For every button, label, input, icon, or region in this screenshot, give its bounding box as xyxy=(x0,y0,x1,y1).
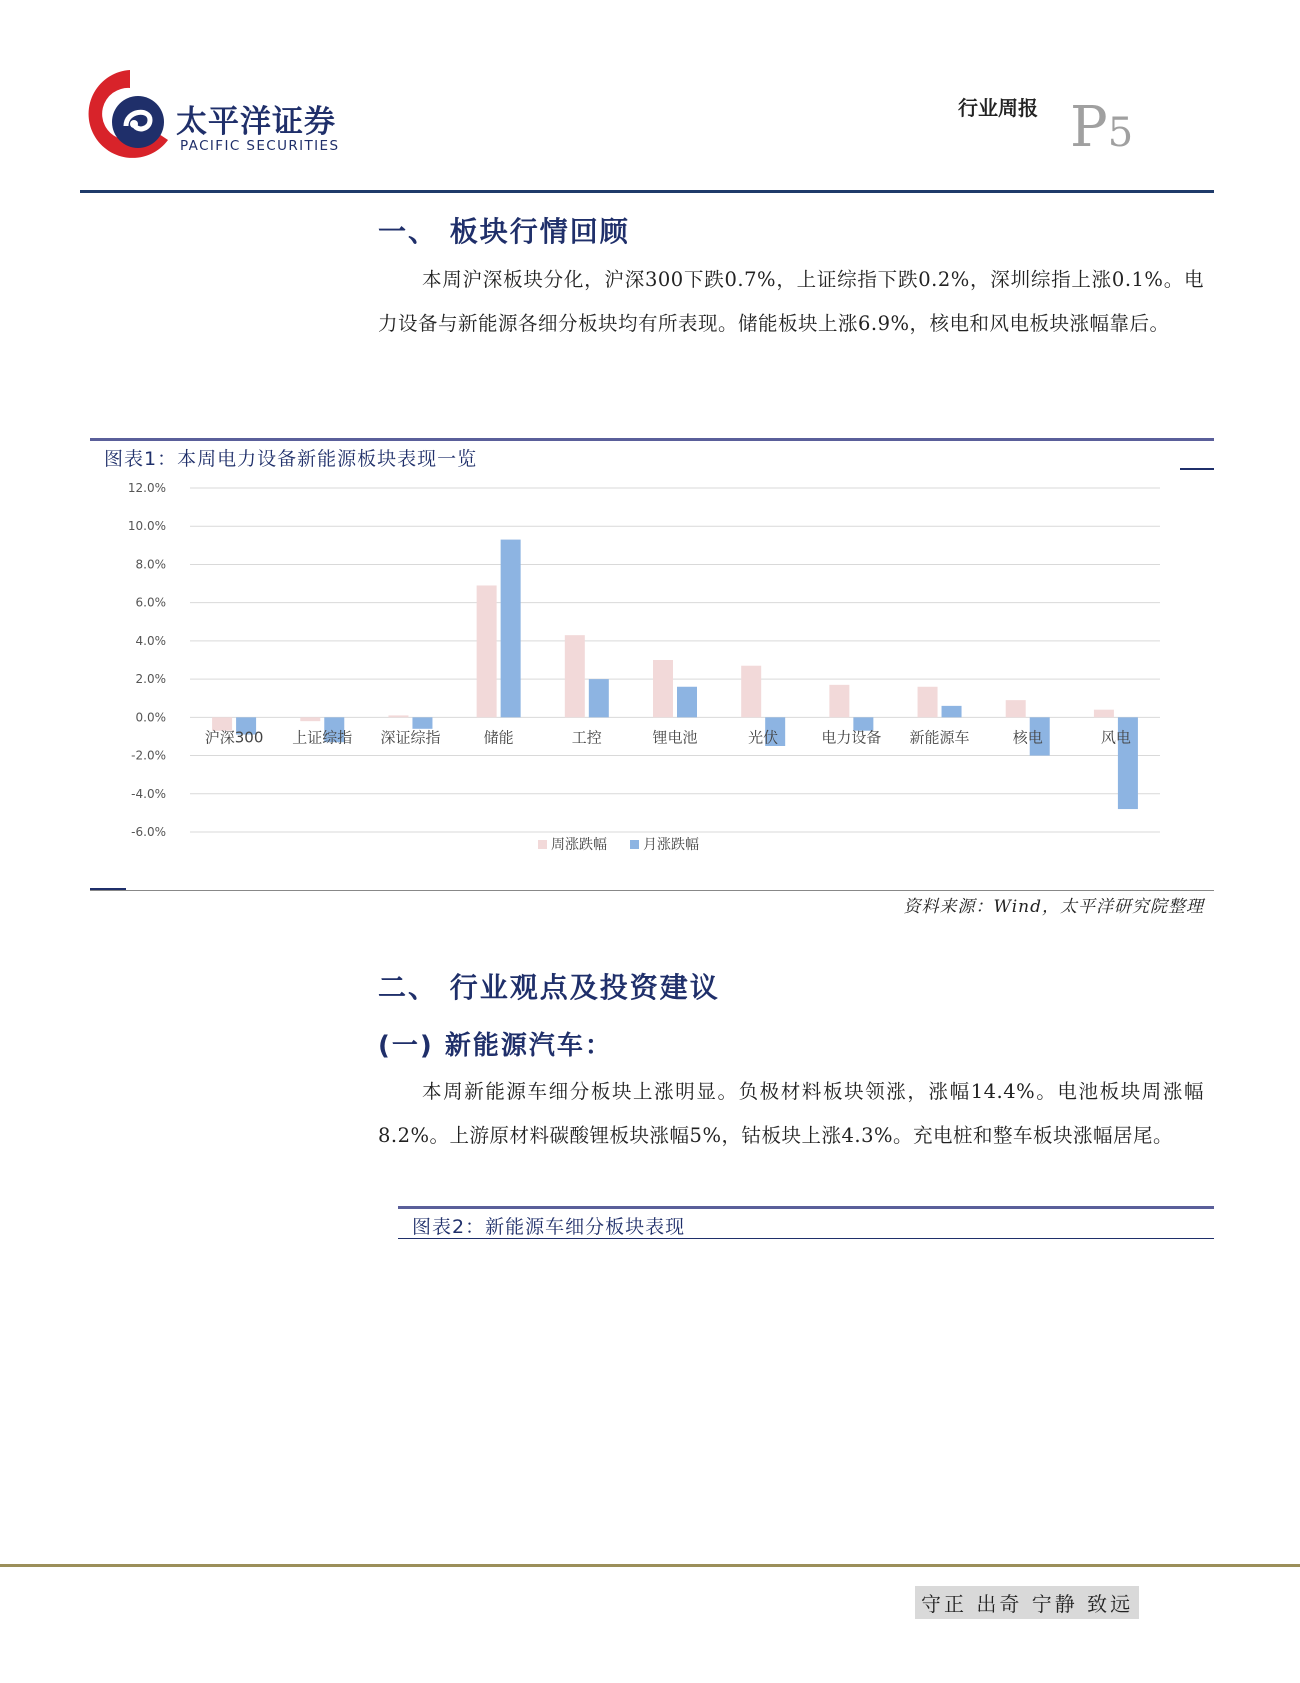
figure1-caption: 图表1：本周电力设备新能源板块表现一览 xyxy=(104,448,478,470)
x-category-label: 上证综指 xyxy=(292,728,353,747)
pacific-securities-logo-icon xyxy=(88,66,172,166)
x-category-label: 储能 xyxy=(483,728,514,747)
figure2-caption-rule xyxy=(398,1238,1214,1239)
bar-weekly xyxy=(741,666,761,718)
figure1-bottom-line xyxy=(90,890,1214,891)
bar-weekly xyxy=(477,585,497,717)
figure2-caption: 图表2：新能源车细分板块表现 xyxy=(412,1216,686,1238)
figure2-top-rule xyxy=(398,1206,1214,1209)
legend-label: 周涨跌幅 xyxy=(551,837,607,853)
x-category-label: 沪深300 xyxy=(204,728,264,747)
legend-swatch xyxy=(630,840,639,849)
header-divider xyxy=(80,190,1214,193)
x-category-label: 风电 xyxy=(1100,728,1131,747)
y-tick-label: -6.0% xyxy=(131,825,166,839)
bar-monthly xyxy=(942,706,962,717)
bar-weekly xyxy=(565,635,585,717)
company-name-en: PACIFIC SECURITIES xyxy=(180,138,340,154)
section2-title: 二、 行业观点及投资建议 xyxy=(378,971,720,1004)
x-category-label: 锂电池 xyxy=(652,728,698,747)
bar-monthly xyxy=(412,717,432,728)
x-category-label: 新能源车 xyxy=(909,728,970,747)
company-logo xyxy=(88,66,348,176)
bar-weekly xyxy=(918,687,938,718)
y-tick-label: 0.0% xyxy=(135,710,166,725)
figure1-source: 资料来源：Wind，太平洋研究院整理 xyxy=(903,897,1204,917)
y-tick-label: 10.0% xyxy=(127,519,166,534)
y-tick-label: -2.0% xyxy=(131,748,166,763)
legend-swatch xyxy=(538,840,547,849)
section1-title: 一、 板块行情回顾 xyxy=(378,215,630,248)
bar-monthly xyxy=(677,687,697,718)
x-category-label: 电力设备 xyxy=(821,728,882,747)
y-tick-label: 12.0% xyxy=(127,481,166,495)
bar-monthly xyxy=(501,540,521,718)
page-prefix: P xyxy=(1070,95,1108,160)
bar-weekly xyxy=(653,660,673,717)
bar-weekly xyxy=(388,715,408,717)
y-tick-label: 2.0% xyxy=(135,672,166,687)
y-tick-label: 4.0% xyxy=(135,633,166,648)
bar-weekly xyxy=(1006,700,1026,717)
report-type: 行业周报 xyxy=(958,96,1038,120)
section1-paragraph: 本周沪深板块分化，沪深300下跌0.7%，上证综指下跌0.2%，深圳综指上涨0.1%。电力设备与新能源各细分板块均有所表现。储能板块上涨6.9%，核电和风电板块涨幅靠后。 xyxy=(378,268,1204,335)
company-motto: 守正 出奇 宁静 致远 xyxy=(915,1586,1139,1619)
legend-label: 月涨跌幅 xyxy=(643,837,699,853)
x-category-label: 光伏 xyxy=(748,728,779,747)
bar-weekly xyxy=(829,685,849,717)
section2-paragraph: 本周新能源车细分板块上涨明显。负极材料板块领涨，涨幅14.4%。电池板块周涨幅8.2%。上游原材料碳酸锂板块涨幅5%，钴板块上涨4.3%。充电桩和整车板块涨幅居尾。 xyxy=(378,1080,1204,1147)
page-number xyxy=(1070,95,1134,160)
footer-divider xyxy=(0,1564,1300,1567)
figure1-top-rule xyxy=(90,438,1214,441)
sector-performance-chart xyxy=(90,470,1200,890)
bar-weekly xyxy=(300,717,320,721)
x-category-label: 核电 xyxy=(1012,728,1043,747)
bar-weekly xyxy=(1094,710,1114,718)
y-tick-label: 8.0% xyxy=(135,557,166,572)
page-number-value: 5 xyxy=(1107,110,1134,156)
y-tick-label: 6.0% xyxy=(135,595,166,610)
company-name-cn: 太平洋证券 xyxy=(176,104,336,140)
x-category-label: 深证综指 xyxy=(380,728,441,747)
x-category-label: 工控 xyxy=(571,728,602,747)
bar-monthly xyxy=(589,679,609,717)
section2-subtitle: (一) 新能源汽车： xyxy=(378,1031,613,1061)
y-tick-label: -4.0% xyxy=(131,786,166,801)
